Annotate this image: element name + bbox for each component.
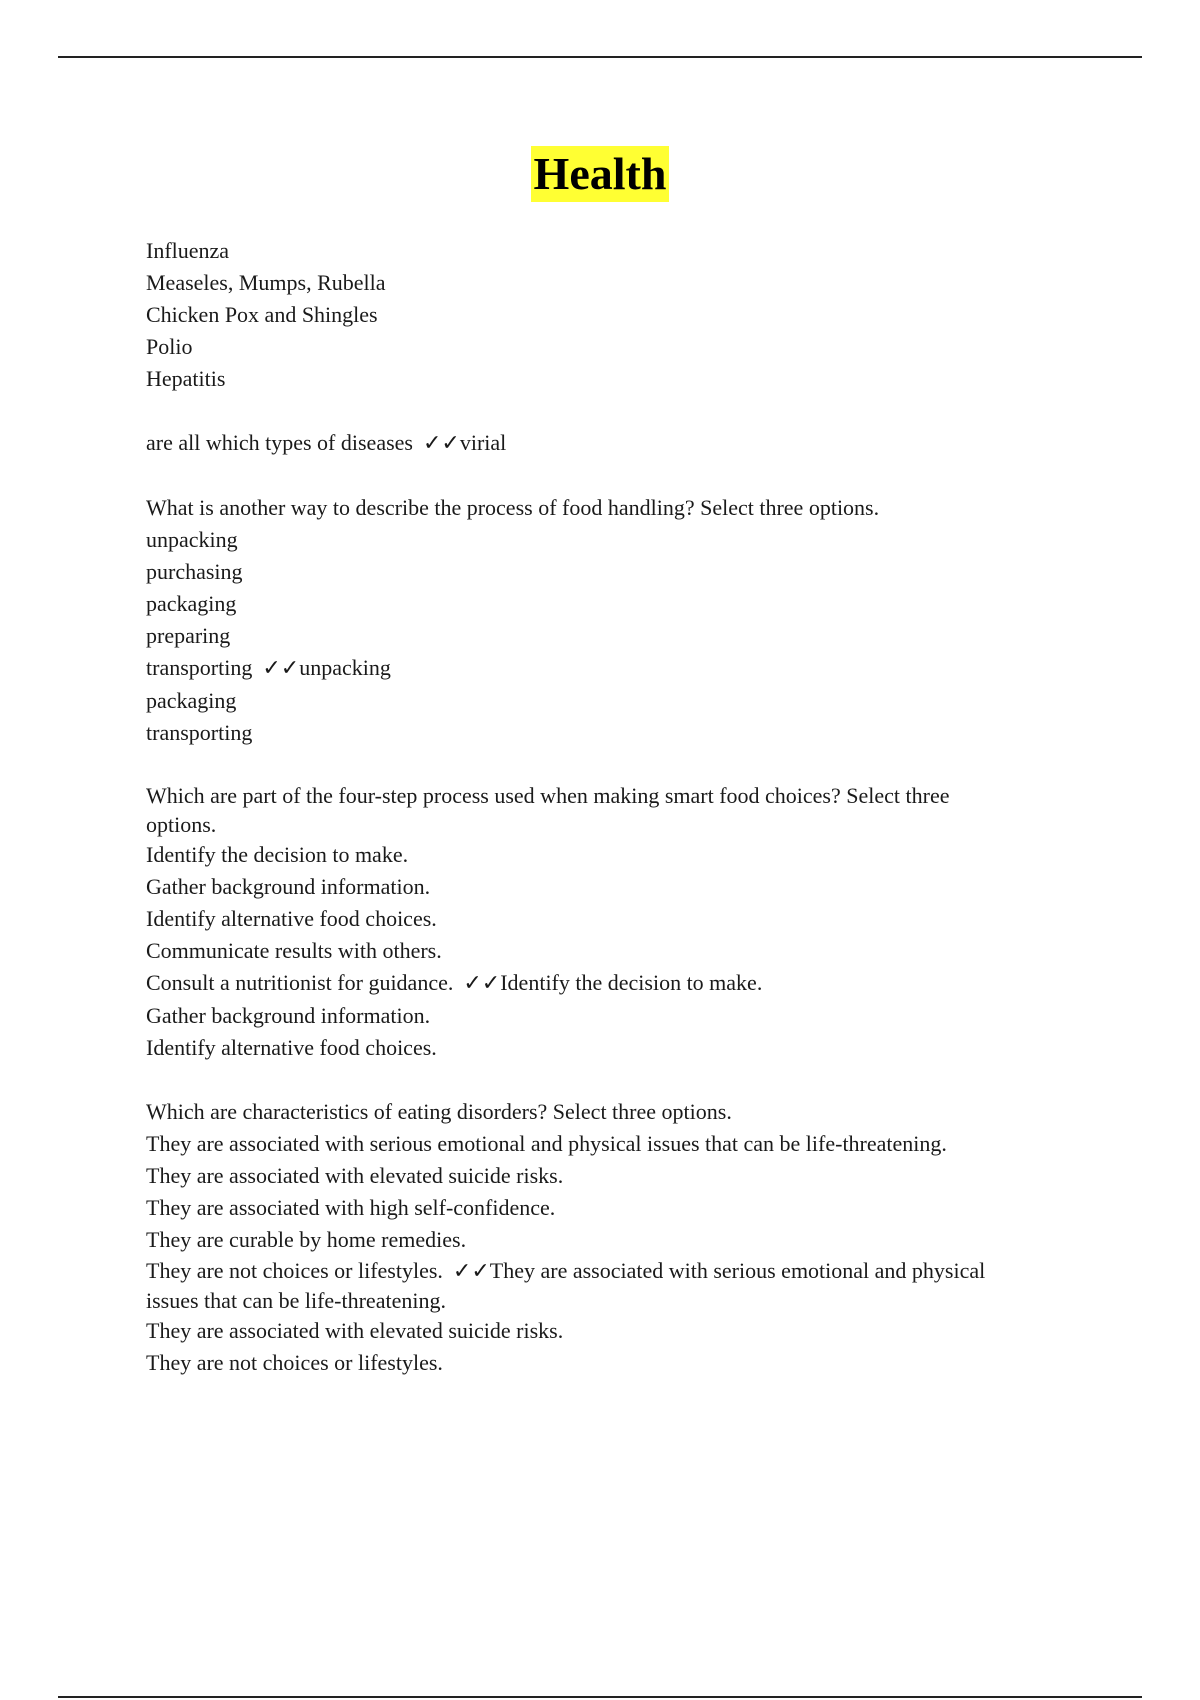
check-mark-icon: ✓✓	[262, 656, 300, 681]
section-food-handling	[146, 492, 1096, 749]
option-item: packaging	[146, 591, 237, 616]
answer-text: Identify the decision to make.	[500, 970, 763, 995]
question-text: Which are characteristics of eating disorders? Select three options.	[146, 1099, 732, 1124]
answer-text: transporting	[146, 720, 253, 745]
option-item: They are associated with elevated suicide risks.	[146, 1163, 564, 1188]
question-text: What is another way to describe the process of food handling? Select three options.	[146, 495, 880, 520]
list-item: Measeles, Mumps, Rubella	[146, 270, 386, 295]
option-item: transporting	[146, 655, 253, 680]
check-mark-icon: ✓✓	[452, 1259, 490, 1284]
option-item: Communicate results with others.	[146, 938, 442, 963]
section-eating-disorders	[146, 1096, 1096, 1379]
option-item: unpacking	[146, 527, 238, 552]
header-rule	[58, 56, 1142, 58]
list-item: Chicken Pox and Shingles	[146, 302, 378, 327]
question-text: are all which types of diseases	[146, 430, 413, 455]
list-item: Polio	[146, 334, 193, 359]
question-line	[146, 427, 1096, 460]
answer-text: Gather background information.	[146, 1003, 431, 1028]
option-item: They are associated with serious emotional and physical issues that can be life-threatening.	[146, 1131, 947, 1156]
check-mark-icon: ✓✓	[463, 971, 501, 996]
option-answer-line	[146, 967, 1096, 1000]
answer-text: unpacking	[299, 655, 391, 680]
option-item: They are curable by home remedies.	[146, 1227, 467, 1252]
answer-text: They are associated with elevated suicide risks.	[146, 1318, 564, 1343]
option-answer-line	[146, 652, 1096, 685]
spacer	[146, 749, 1096, 781]
question-text: Which are part of the four-step process used when making smart food choices? Select three	[146, 783, 950, 808]
option-item: purchasing	[146, 559, 243, 584]
question-text-continued: options.	[146, 812, 217, 837]
option-item: Consult a nutritionist for guidance.	[146, 970, 454, 995]
answer-text: They are not choices or lifestyles.	[146, 1350, 443, 1375]
section-food-choices	[146, 781, 1096, 1064]
answer-text-continued: issues that can be life-threatening.	[146, 1288, 446, 1313]
answer-text: packaging	[146, 688, 237, 713]
document-body	[146, 235, 1096, 1379]
option-item: Identify the decision to make.	[146, 842, 409, 867]
answer-text: They are associated with serious emotional and physical	[489, 1258, 986, 1283]
list-item: Influenza	[146, 238, 230, 263]
spacer	[146, 395, 1096, 427]
option-answer-line	[146, 1256, 1096, 1286]
option-item: Gather background information.	[146, 874, 431, 899]
page-title: Health	[531, 146, 670, 202]
spacer	[146, 1064, 1096, 1096]
footer-rule	[58, 1696, 1142, 1698]
answer-text: virial	[459, 430, 507, 455]
option-item: They are associated with high self-confidence.	[146, 1195, 556, 1220]
option-item: Identify alternative food choices.	[146, 906, 437, 931]
option-item: They are not choices or lifestyles.	[146, 1258, 443, 1283]
answer-text: Identify alternative food choices.	[146, 1035, 437, 1060]
section-diseases	[146, 235, 1096, 460]
option-item: preparing	[146, 623, 231, 648]
title-container	[0, 146, 1200, 202]
check-mark-icon: ✓✓	[422, 431, 460, 456]
spacer	[146, 460, 1096, 492]
list-item: Hepatitis	[146, 366, 226, 391]
